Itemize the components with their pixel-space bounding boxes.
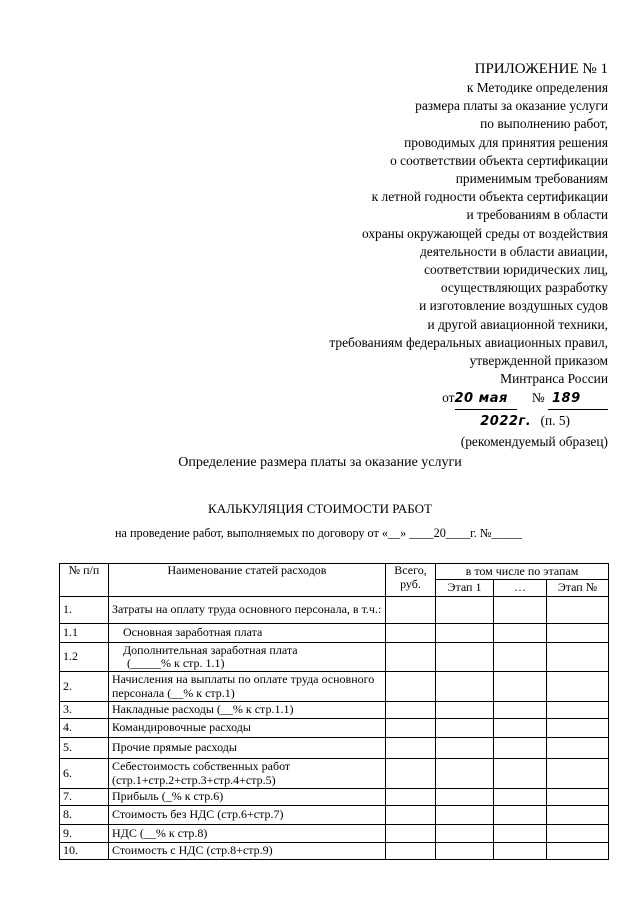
row-total-cell [386, 702, 436, 719]
row-name: НДС (__% к стр.8) [109, 825, 386, 843]
row-stage1-cell [436, 843, 494, 860]
row-num: 8. [60, 806, 109, 825]
row-stageN-cell [547, 624, 609, 643]
appendix-line: и изготовление воздушных судов [419, 298, 608, 314]
row-stageN-cell [547, 672, 609, 702]
appendix-line: осуществляющих разработку [440, 280, 608, 296]
row-num: 7. [60, 789, 109, 806]
row-dots-cell [494, 789, 547, 806]
row-total-cell [386, 825, 436, 843]
row-name-cell [109, 643, 386, 672]
row-stage1-cell [436, 759, 494, 789]
appendix-line: требованиям федеральных авиационных правил, [329, 334, 608, 350]
row-stageN-cell [547, 597, 609, 624]
row-dots-cell [494, 597, 547, 624]
header-stages-group: в том числе по этапам [436, 564, 609, 580]
row-stageN-cell [547, 643, 609, 672]
row-dots-cell [494, 624, 547, 643]
row-num: 1.1 [60, 624, 109, 643]
row-name: Дополнительная заработная плата [123, 642, 298, 657]
table-row [60, 702, 609, 719]
row-total-cell [386, 759, 436, 789]
row-dots-cell [494, 719, 547, 738]
order-prefix: от [442, 390, 455, 406]
appendix-line: охраны окружающей среды от воздействия [361, 225, 608, 241]
table-row [60, 738, 609, 759]
row-stage1-cell [436, 825, 494, 843]
appendix-line: и другой авиационной техники, [427, 316, 608, 332]
order-date-handwritten: 20 мая [455, 390, 517, 409]
row-total-cell [386, 806, 436, 825]
appendix-line: к летной годности объекта сертификации [371, 189, 608, 205]
row-num: 1. [60, 597, 109, 624]
row-stage1-cell [436, 597, 494, 624]
appendix-line: размера платы за оказание услуги [415, 98, 608, 114]
header-total: Всего, руб. [386, 564, 436, 597]
row-total-cell [386, 843, 436, 860]
appendix-line: о соответствии объекта сертификации [390, 152, 608, 168]
row-stageN-cell [547, 702, 609, 719]
row-num: 3. [60, 702, 109, 719]
calculation-subtitle: КАЛЬКУЛЯЦИЯ СТОИМОСТИ РАБОТ [208, 501, 432, 516]
row-total-cell [386, 597, 436, 624]
header-stage1: Этап 1 [436, 580, 494, 597]
row-name-cell [109, 759, 386, 789]
row-total-cell [386, 738, 436, 759]
header-dots: … [494, 580, 547, 597]
appendix-line: утвержденной приказом [469, 353, 608, 369]
row-name: Накладные расходы (__% к стр.1.1) [109, 702, 386, 719]
row-num: 6. [60, 759, 109, 789]
appendix-line: и требованиям в области [466, 207, 608, 223]
order-no-label: № [531, 390, 545, 406]
table-row [60, 759, 609, 789]
row-num: 4. [60, 719, 109, 738]
row-name: Основная заработная плата [109, 624, 386, 643]
row-name: Затраты на оплату труда основного персонала, в т.ч.: [109, 597, 386, 624]
header-name: Наименование статей расходов [109, 564, 386, 597]
appendix-line: по выполнению работ, [480, 116, 608, 132]
row-dots-cell [494, 759, 547, 789]
row-stageN-cell [547, 843, 609, 860]
table-row [60, 624, 609, 643]
row-stage1-cell [436, 719, 494, 738]
row-stage1-cell [436, 738, 494, 759]
row-stageN-cell [547, 789, 609, 806]
order-no-handwritten: 189 [548, 390, 608, 409]
row-stageN-cell [547, 719, 609, 738]
row-stageN-cell [547, 738, 609, 759]
row-num: 1.2 [60, 643, 109, 672]
order-line [248, 389, 608, 409]
order-year-handwritten: 2022г. [480, 413, 532, 429]
table-row [60, 597, 609, 624]
row-stageN-cell [547, 825, 609, 843]
cost-table [59, 563, 609, 860]
appendix-line: соответствии юридических лиц, [424, 262, 608, 278]
table-header-row [60, 564, 609, 580]
table-row [60, 719, 609, 738]
row-name: Прочие прямые расходы [109, 738, 386, 759]
table-row [60, 789, 609, 806]
row-stage1-cell [436, 672, 494, 702]
row-num: 9. [60, 825, 109, 843]
appendix-title: ПРИЛОЖЕНИЕ № 1 [474, 61, 608, 77]
contract-line: на проведение работ, выполняемых по договору от «__» ____20____г. №_____ [115, 526, 522, 540]
row-dots-cell [494, 843, 547, 860]
order-clause: (п. 5) [540, 412, 570, 428]
appendix-line: применимым требованиям [455, 171, 608, 187]
appendix-line: к Методике определения [466, 80, 608, 95]
row-dots-cell [494, 806, 547, 825]
row-dots-cell [494, 825, 547, 843]
row-dots-cell [494, 672, 547, 702]
row-dots-cell [494, 643, 547, 672]
appendix-line: деятельности в области авиации, [419, 243, 608, 259]
row-total-cell [386, 789, 436, 806]
page-title: Определение размера платы за оказание услуги [178, 455, 462, 470]
row-name: Стоимость с НДС (стр.8+стр.9) [109, 843, 386, 860]
header-num: № п/п [60, 564, 109, 597]
row-stage1-cell [436, 624, 494, 643]
appendix-line: проводимых для принятия решения [404, 134, 608, 150]
row-num: 2. [60, 672, 109, 702]
row-stage1-cell [436, 789, 494, 806]
row-stage1-cell [436, 806, 494, 825]
row-stage1-cell [436, 702, 494, 719]
table-row [60, 825, 609, 843]
header-stageN: Этап № [547, 580, 609, 597]
row-stageN-cell [547, 806, 609, 825]
row-num: 5. [60, 738, 109, 759]
row-name: Прибыль (_% к стр.6) [109, 789, 386, 806]
row-total-cell [386, 643, 436, 672]
table-row [60, 806, 609, 825]
table-row [60, 672, 609, 702]
appendix-block [248, 60, 608, 451]
row-stage1-cell [436, 643, 494, 672]
row-name: Себестоимость собственных работ [112, 759, 291, 773]
row-total-cell [386, 624, 436, 643]
row-name: Командировочные расходы [109, 719, 386, 738]
row-stageN-cell [547, 759, 609, 789]
appendix-line: Минтранса России [500, 371, 608, 387]
order-year-line [248, 412, 608, 431]
row-name: Стоимость без НДС (стр.6+стр.7) [109, 806, 386, 825]
row-total-cell [386, 672, 436, 702]
row-dots-cell [494, 738, 547, 759]
row-name-extra: (_____% к стр. 1.1) [127, 656, 225, 670]
row-name-extra: (стр.1+стр.2+стр.3+стр.4+стр.5) [112, 772, 276, 787]
row-total-cell [386, 719, 436, 738]
row-num: 10. [60, 843, 109, 860]
row-dots-cell [494, 702, 547, 719]
row-name: Начисления на выплаты по оплате труда основного персонала (__% к стр.1) [109, 672, 386, 702]
sample-note: (рекомендуемый образец) [460, 433, 608, 449]
table-row [60, 643, 609, 672]
table-row [60, 843, 609, 860]
